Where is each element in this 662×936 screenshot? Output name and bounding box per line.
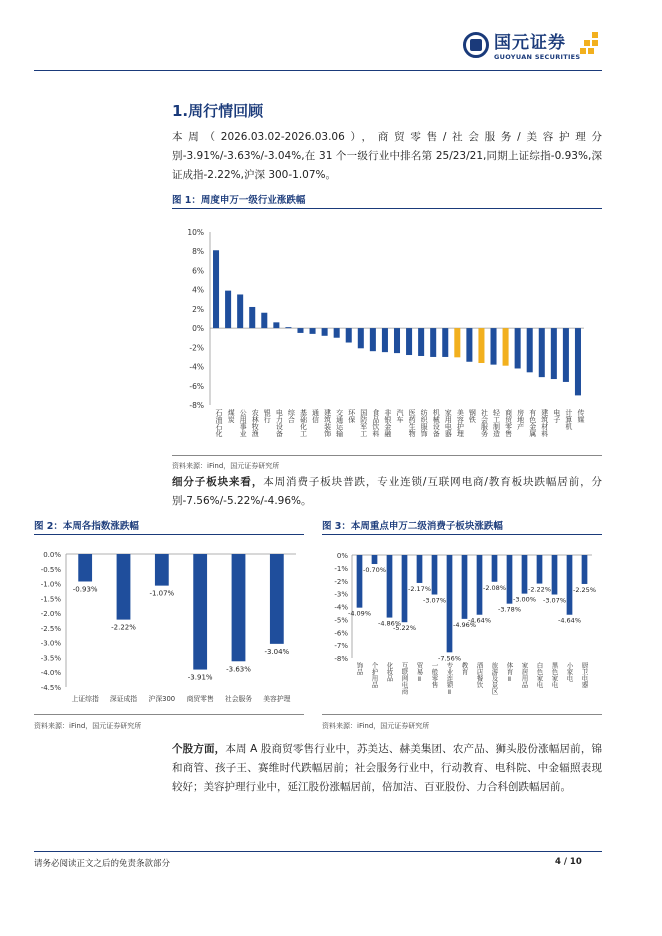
chart1-ytick: -2% xyxy=(189,343,204,353)
chart1-xlabel: 公用事业 xyxy=(239,409,248,437)
chart1-bar xyxy=(334,328,340,338)
chart-consumer-subsector xyxy=(322,545,602,710)
chart3-ytick: -4% xyxy=(334,603,348,612)
chart2-xlabel: 商贸零售 xyxy=(186,695,214,703)
subsector-lead: 细分子板块来看， xyxy=(172,476,264,488)
chart1-bar xyxy=(346,328,352,342)
chart1-xlabel: 国防军工 xyxy=(359,409,368,437)
chart1-bar xyxy=(539,328,545,377)
chart1-xlabel: 传媒 xyxy=(576,409,585,423)
chart3-value-label: -2.22% xyxy=(528,585,551,594)
chart1-xlabel: 轻工制造 xyxy=(492,409,501,437)
stocks-paragraph xyxy=(172,740,602,797)
chart1-ytick: -6% xyxy=(189,381,204,391)
chart2-bar xyxy=(270,554,284,644)
chart3-bar xyxy=(432,555,438,595)
chart1-bar xyxy=(491,328,497,365)
chart1-xlabel: 家用电器 xyxy=(444,409,453,437)
chart3-xlabel: 一般零售 xyxy=(430,662,439,688)
chart3-value-label: -4.64% xyxy=(468,616,491,625)
chart1-xlabel: 美容护理 xyxy=(456,409,465,437)
chart3-xlabel: 贸易Ⅱ xyxy=(415,662,424,683)
chart1-bar xyxy=(466,328,472,362)
chart3-ytick: -1% xyxy=(334,564,348,573)
chart1-bar xyxy=(442,328,448,357)
chart1-xlabel: 汽车 xyxy=(396,409,404,423)
chart3-value-label: -5.22% xyxy=(393,624,416,633)
figure1-source: 资料来源：iFind，国元证券研究所 xyxy=(172,462,280,470)
footer-divider xyxy=(34,851,602,852)
chart1-ytick: 2% xyxy=(192,304,204,314)
chart2-ytick: -4.5% xyxy=(40,684,61,692)
chart3-ytick: 0% xyxy=(336,552,348,560)
chart2-ytick: -1.5% xyxy=(40,595,61,604)
chart1-xlabel: 综合 xyxy=(287,409,296,423)
chart1-bar xyxy=(418,328,424,356)
chart2-bar xyxy=(155,554,169,586)
subsector-paragraph xyxy=(172,473,602,511)
figure3-top-rule xyxy=(322,534,602,535)
chart3-bar xyxy=(582,555,588,584)
chart3-value-label: -4.09% xyxy=(348,609,371,618)
company-logo xyxy=(463,28,580,61)
chart3-ytick: -8% xyxy=(334,655,348,663)
chart1-xlabel: 食品饮料 xyxy=(371,409,380,437)
chart3-value-label: -3.07% xyxy=(543,596,566,605)
chart3-xlabel: 专业连锁Ⅱ xyxy=(445,662,454,696)
chart1-xlabel: 有色金属 xyxy=(528,409,537,437)
chart1-ytick: -8% xyxy=(189,401,204,410)
chart3-bar xyxy=(522,555,528,594)
chart1-bar xyxy=(370,328,376,351)
chart1-ytick: 8% xyxy=(192,247,204,257)
chart1-xlabel: 计算机 xyxy=(564,409,573,430)
chart2-xlabel: 社会服务 xyxy=(224,695,253,703)
chart3-xlabel: 化妆品 xyxy=(385,662,394,682)
chart3-xlabel: 饰品 xyxy=(355,662,364,675)
chart3-xlabel: 教育 xyxy=(460,662,469,675)
chart3-bar xyxy=(477,555,483,615)
chart3-bar xyxy=(537,555,543,584)
chart1-bar xyxy=(213,250,219,328)
chart1-bar xyxy=(503,328,509,366)
chart1-ytick: -4% xyxy=(189,362,204,372)
chart1-ytick: 4% xyxy=(192,285,204,295)
page-number: 4 / 10 xyxy=(555,857,582,867)
chart3-xlabel: 家居用品 xyxy=(520,662,529,688)
header-divider xyxy=(34,70,602,71)
chart1-bar xyxy=(225,291,231,328)
chart1-bar xyxy=(575,328,581,395)
subsector-text: 本周消费子板块普跌，专业连锁/互联网电商/教育板块跌幅居前，分别-7.56%/-5.22%/-4.96%。 xyxy=(172,476,602,507)
chart1-bar xyxy=(527,328,533,372)
section-title: 1.周行情回顾 xyxy=(172,102,264,120)
chart3-xlabel: 黑色家电 xyxy=(550,662,559,688)
chart3-bar xyxy=(507,555,513,604)
chart1-bar xyxy=(322,328,328,336)
chart3-value-label: -2.25% xyxy=(573,585,596,594)
stocks-lead: 个股方面， xyxy=(172,743,226,755)
figure3-source: 资料来源：iFind，国元证券研究所 xyxy=(322,722,430,730)
chart1-xlabel: 银行 xyxy=(263,409,272,423)
chart2-value-label: -3.91% xyxy=(187,673,213,682)
chart3-value-label: -3.78% xyxy=(498,605,521,614)
chart1-xlabel: 纺织服饰 xyxy=(420,409,429,437)
stocks-text: 本周 A 股商贸零售行业中，苏美达、赫美集团、农产品、狮头股份涨幅居前，锦和商管、孩子王、赛维时代跌幅居前；社会服务行业中，行动教育、电科院、中金辐照表现较好；美容护理行业中，延江股份涨幅居前，倍加洁、百亚股份、力合科创跌幅居前。 xyxy=(172,743,603,793)
chart1-xlabel: 房地产 xyxy=(516,409,525,430)
chart1-bar xyxy=(261,313,267,328)
chart1-bar xyxy=(237,294,243,328)
figure2-source: 资料来源：iFind，国元证券研究所 xyxy=(34,722,142,730)
chart1-bar xyxy=(310,328,316,334)
chart1-bar xyxy=(394,328,400,353)
chart1-xlabel: 交通运输 xyxy=(335,409,344,437)
chart1-xlabel: 建筑材料 xyxy=(540,409,549,437)
chart3-ytick: -2% xyxy=(334,577,348,586)
chart1-xlabel: 社会服务 xyxy=(480,409,489,437)
chart2-xlabel: 上证综指 xyxy=(71,695,99,703)
figure1-title: 图 1：周度申万一级行业涨跌幅 xyxy=(172,195,306,206)
chart1-ytick: 0% xyxy=(192,324,204,334)
chart2-ytick: -1.0% xyxy=(40,580,61,589)
chart2-xlabel: 美容护理 xyxy=(263,695,291,703)
chart2-ytick: -2.0% xyxy=(40,610,61,619)
chart3-xlabel: 旅游及景区 xyxy=(490,662,499,695)
chart3-value-label: -4.86% xyxy=(378,619,401,628)
chart1-xlabel: 非银金融 xyxy=(383,409,392,437)
chart1-bar xyxy=(406,328,412,355)
chart-industry-weekly xyxy=(172,212,602,452)
chart1-bar xyxy=(515,328,521,368)
chart3-value-label: -2.17% xyxy=(408,584,431,593)
chart1-xlabel: 机械设备 xyxy=(432,409,441,437)
chart3-xlabel: 酒店餐饮 xyxy=(475,662,484,688)
chart3-bar xyxy=(462,555,468,619)
chart3-xlabel: 个护用品 xyxy=(370,662,379,688)
chart3-bar xyxy=(447,555,453,652)
chart1-bar xyxy=(285,327,291,328)
chart2-ytick: -0.5% xyxy=(40,565,61,574)
chart1-xlabel: 建筑装饰 xyxy=(323,409,332,437)
chart3-bar xyxy=(417,555,423,583)
chart1-xlabel: 通信 xyxy=(311,409,320,423)
chart2-value-label: -3.04% xyxy=(264,647,290,656)
chart3-ytick: -7% xyxy=(334,642,348,651)
chart1-xlabel: 石油石化 xyxy=(215,409,224,437)
chart2-xlabel: 深证成指 xyxy=(109,695,138,703)
chart3-xlabel: 厨卫电器 xyxy=(580,662,589,688)
chart1-bar xyxy=(249,307,255,328)
chart3-bar xyxy=(402,555,408,622)
chart1-xlabel: 电子 xyxy=(552,409,561,423)
chart2-value-label: -1.07% xyxy=(149,589,175,598)
chart1-bar xyxy=(563,328,569,382)
figure3-title: 图 3：本周重点申万二级消费子板块涨跌幅 xyxy=(322,521,503,532)
chart3-value-label: -0.70% xyxy=(363,566,386,575)
chart1-bar xyxy=(478,328,484,363)
chart2-ytick: -4.0% xyxy=(40,669,61,678)
chart2-value-label: -3.63% xyxy=(226,665,251,674)
logo-cn: 国元证券 xyxy=(494,33,566,53)
chart2-bar xyxy=(78,554,92,581)
chart3-bar xyxy=(372,555,378,564)
chart1-xlabel: 电力设备 xyxy=(275,409,284,437)
logo-corner-icon xyxy=(580,32,600,56)
chart3-value-label: -4.64% xyxy=(558,616,581,625)
chart3-bar xyxy=(567,555,573,615)
chart1-ytick: 6% xyxy=(192,266,204,276)
chart2-bar xyxy=(193,554,207,670)
figure3-bottom-rule xyxy=(322,714,602,715)
chart1-bar xyxy=(382,328,388,352)
chart2-xlabel: 沪深300 xyxy=(148,695,176,703)
chart3-bar xyxy=(492,555,498,582)
chart1-xlabel: 医药生物 xyxy=(408,409,417,437)
chart1-xlabel: 商贸零售 xyxy=(504,409,513,437)
chart3-xlabel: 白色家电 xyxy=(535,662,544,688)
chart1-xlabel: 环保 xyxy=(347,409,356,423)
chart3-xlabel: 小家电 xyxy=(565,662,574,682)
chart1-xlabel: 基础化工 xyxy=(299,409,308,437)
figure2-top-rule xyxy=(34,534,304,535)
footer-disclaimer: 请务必阅读正文之后的免责条款部分 xyxy=(34,859,171,869)
chart3-xlabel: 互联网电商 xyxy=(400,662,409,695)
chart1-xlabel: 农林牧渔 xyxy=(251,409,260,437)
logo-en: GUOYUAN SECURITIES xyxy=(494,53,581,61)
chart2-bar xyxy=(117,554,131,620)
chart-index-weekly xyxy=(34,545,304,710)
figure1-bottom-rule xyxy=(172,455,602,456)
chart3-value-label: -3.00% xyxy=(513,595,536,604)
chart1-bar xyxy=(454,328,460,357)
chart1-xlabel: 煤炭 xyxy=(227,409,236,423)
figure2-bottom-rule xyxy=(34,714,304,715)
logo-icon xyxy=(463,32,489,58)
chart1-bar xyxy=(551,328,557,379)
chart3-ytick: -3% xyxy=(334,590,348,599)
chart3-bar xyxy=(357,555,363,608)
chart2-ytick: 0.0% xyxy=(43,551,61,559)
figure2-title: 图 2：本周各指数涨跌幅 xyxy=(34,521,139,532)
chart3-ytick: -6% xyxy=(334,629,348,638)
chart3-value-label: -4.96% xyxy=(453,620,476,629)
chart3-bar xyxy=(552,555,558,595)
chart1-ytick: 10% xyxy=(187,228,204,237)
chart3-ytick: -5% xyxy=(334,616,348,625)
chart3-bar xyxy=(387,555,393,618)
chart2-ytick: -3.0% xyxy=(40,639,61,648)
chart1-bar xyxy=(430,328,436,357)
chart2-ytick: -3.5% xyxy=(40,654,61,663)
chart2-value-label: -2.22% xyxy=(111,623,136,632)
figure1-top-rule xyxy=(172,208,602,209)
chart3-value-label: -7.56% xyxy=(438,654,461,663)
chart3-value-label: -3.07% xyxy=(423,596,446,605)
chart3-xlabel: 体育Ⅱ xyxy=(505,662,514,683)
chart3-value-label: -2.08% xyxy=(483,583,506,592)
chart2-ytick: -2.5% xyxy=(40,624,61,633)
chart2-value-label: -0.93% xyxy=(72,585,98,594)
chart2-bar xyxy=(232,554,246,661)
chart1-bar xyxy=(297,328,303,333)
chart1-bar xyxy=(273,322,279,328)
intro-paragraph: 本周（2026.03.02-2026.03.06），商贸零售/社会服务/美容护理分别-3.91%/-3.63%/-3.04%,在 31 个一级行业中排名第 25/23/21,同期上证综指-0.93%,深证成指-2.22%,沪深 300-1.07%。 xyxy=(172,131,602,181)
chart1-xlabel: 钢铁 xyxy=(468,409,477,423)
chart1-bar xyxy=(358,328,364,348)
